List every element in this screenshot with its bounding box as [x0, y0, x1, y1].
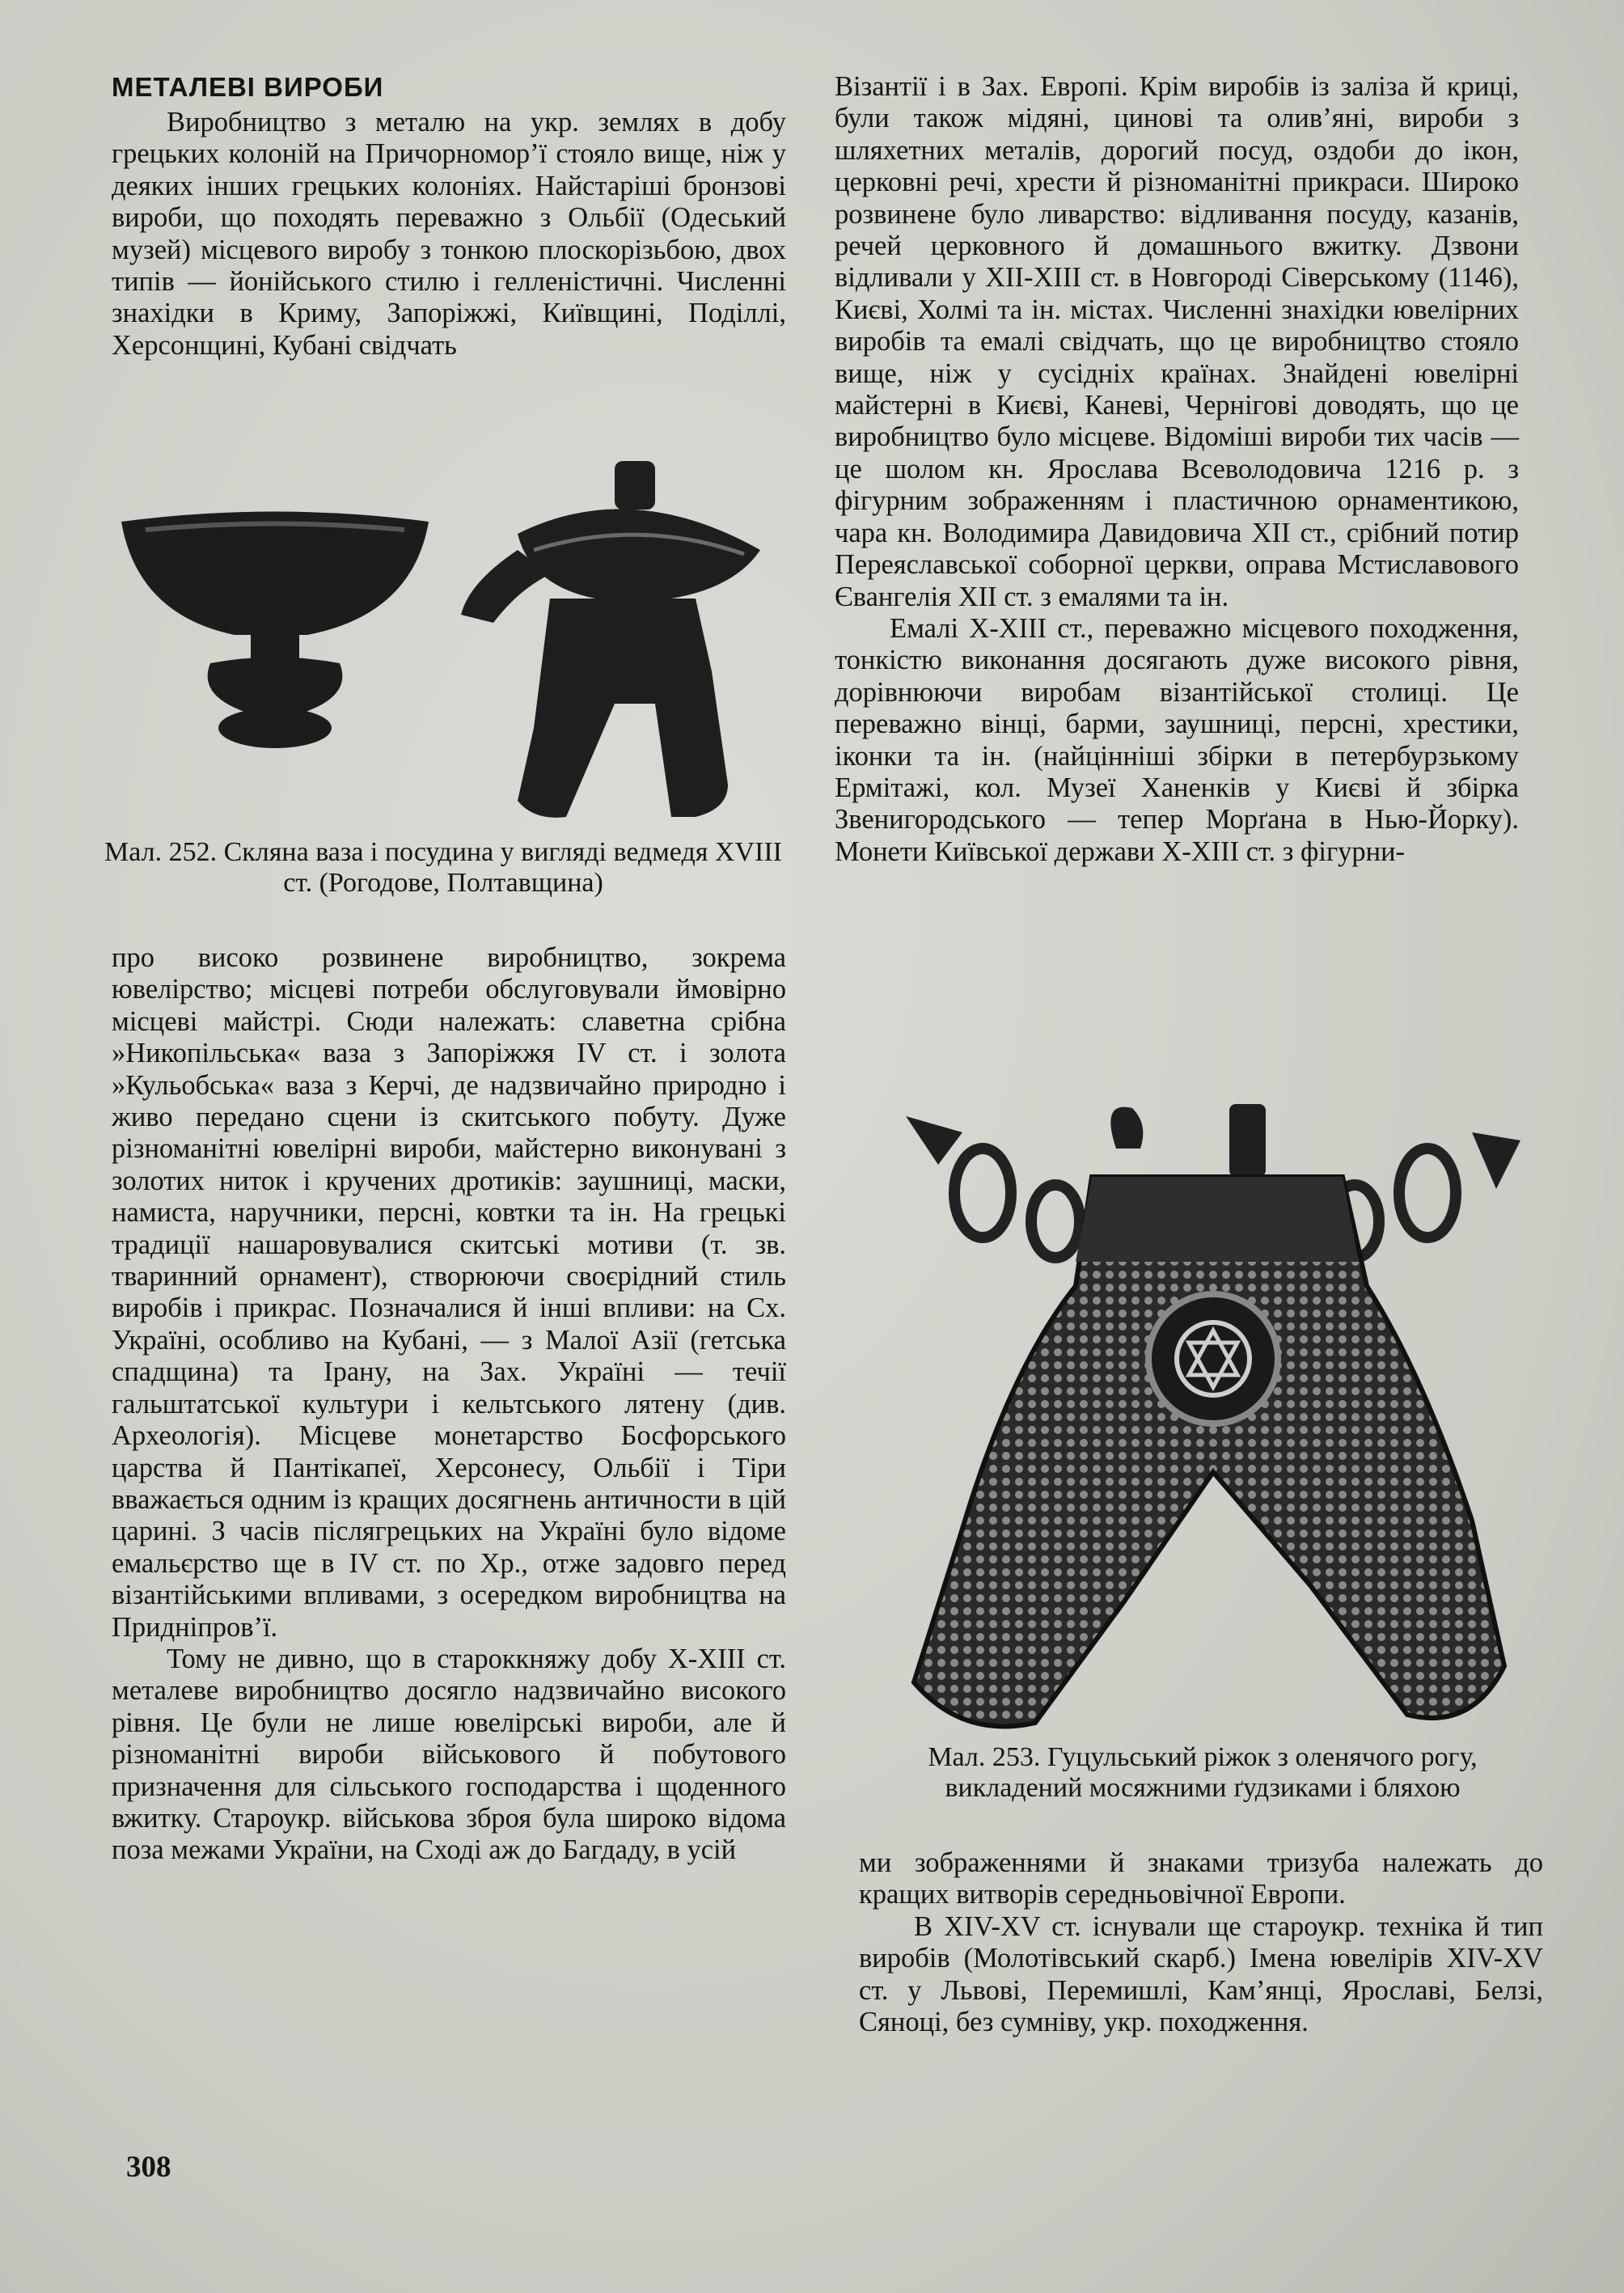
figure-253-caption: Мал. 253. Гуцульський ріжок з оленячого рогу, викладений мосяжними ґудзиками і бляхою [928, 1742, 1478, 1803]
paragraph: про високо розвинене виробництво, зокрема ювелірство; місцеві потреби обслуговували ймовірно місцеві майстрі. Сюди належать: славетна срібна »Никопільська« ваза з Запоріжжя IV ст. і золота »Кульобська« ваза з Керчі, де надзвичайно природно і живо передано сцени із скитського побуту. Дуже різноманітні ювелірні вироби, майстерно виконувані з золотих ниток і кручених дротиків: заушниці, маски, намиста, наручники, персні, ковтки та ін. На грецькі традиції нашаровувалися скитські мотиви (т. зв. тваринний орнамент), створюючи своєрідний стиль виробів і прикрас. Позначалися й інші впливи: на Сх. Україні, особливо на Кубані, — з Малої Азії (гетська спадщина) та Ірану, на Зах. Україні — течії гальштатської культури і кельтського лятену (див. Археологія). Місцеве монетарство Босфорського царства й Пантікапеї, Херсонесу, Ольбії і Тіри вважається одним із кращих досягнень античности в цій царині. З часів післягрецьких на Україні було відоме емальєрство ще в IV ст. по Хр., отже задовго перед візантійськими впливами, з осередком виробництва на Придніпров’ї. [112, 942, 786, 1643]
page-number: 308 [126, 2151, 171, 2184]
left-column-top [112, 71, 786, 362]
paragraph: Емалі X-XIII ст., переважно місцевого походження, тонкістю виконання досягають дуже високого рівня, дорівнюючи виробам візантійської столиці. Це переважно вінці, барми, заушниці, персні, хрестики, іконки та ін. (найцінніші збірки в петербурзькому Ермітажі, кол. Музеї Ханенків у Києві й збірка Звенигородського — тепер Морґана в Нью-Йорку). Монети Київської держави X-XIII ст. з фігурни- [835, 612, 1519, 867]
figure-252-image [113, 461, 776, 829]
right-column-top [835, 71, 1519, 868]
figure-252-caption: Мал. 252. Скляна ваза і посудина у вигляді ведмедя XVIII ст. (Рогодове, Полтавщина) [104, 837, 782, 898]
article-title: МЕТАЛЕВІ ВИРОБИ [112, 72, 384, 102]
paragraph: ми зображеннями й знаками тризуба належать до кращих витворів середньовічної Европи. [859, 1847, 1543, 1910]
paragraph: Візантії і в Зах. Европі. Крім виробів із заліза й криці, були також мідяні, цинові та олив’яні, вироби з шляхетних металів, дорогий посуд, оздоби до ікон, церковні речі, хрести й різноманітні прикраси. Широко розвинене було ливарство: відливання посуду, казанів, речей церковного й домашнього вжитку. Дзвони відливали у XII-XIII ст. в Новгороді Сіверському (1146), Києві, Холмі та ін. містах. Численні знахідки ювелірних виробів та емалі свідчать, що це виробництво стояло вище, ніж у сусідніх країнах. Знайдені ювелірні майстерні в Києві, Каневі, Чернігові доводять, що це виробництво було місцеве. Відоміші вироби тих часів — це шолом кн. Ярослава Всеволодовича 1216 р. з фігурним зображенням і пластичною орнаментикою, чара кн. Володимира Давидовича XII ст., срібний потир Переяславської соборної церкви, оправа Мстиславового Євангелія XII ст. з емалями та ін. [835, 71, 1519, 612]
glass-vase-and-bear-vessel-illustration [113, 461, 776, 829]
paragraph: Виробництво з металю на укр. землях в добу грецьких колоній на Причорномор’ї стояло вище, ніж у деяких інших грецьких колоніях. Найстаріші бронзові вироби, що походять переважно з Ольбії (Одеський музей) місцевого виробу з тонкою плоскорізьбою, двох типів — йонійського стилю і гелленістичні. Численні знахідки в Криму, Запоріжжі, Київщині, Поділлі, Херсонщині, Кубані свідчать [112, 107, 786, 361]
figure-253-image [857, 1100, 1537, 1739]
paragraph: Тому не дивно, що в староккняжу добу X-XIII ст. металеве виробництво досягло надзвичайно високого рівня. Це були не лише ювелірські вироби, але й різноманітні вироби військового й побутового призначення для сільського господарства і щоденного вжитку. Староукр. військова зброя була широко відома поза межами України, на Сході аж до Багдаду, в усій [112, 1643, 786, 1866]
right-column-bottom [859, 1847, 1543, 2038]
hutsul-powder-horn-illustration [857, 1100, 1537, 1739]
paragraph: В XIV-XV ст. існували ще староукр. техніка й тип виробів (Молотівський скарб.) Імена ювелірів XIV-XV ст. у Львові, Перемишлі, Кам’янці, Ярославі, Белзі, Сяноці, без сумніву, укр. походження. [859, 1910, 1543, 2038]
left-column-bottom [112, 942, 786, 1867]
